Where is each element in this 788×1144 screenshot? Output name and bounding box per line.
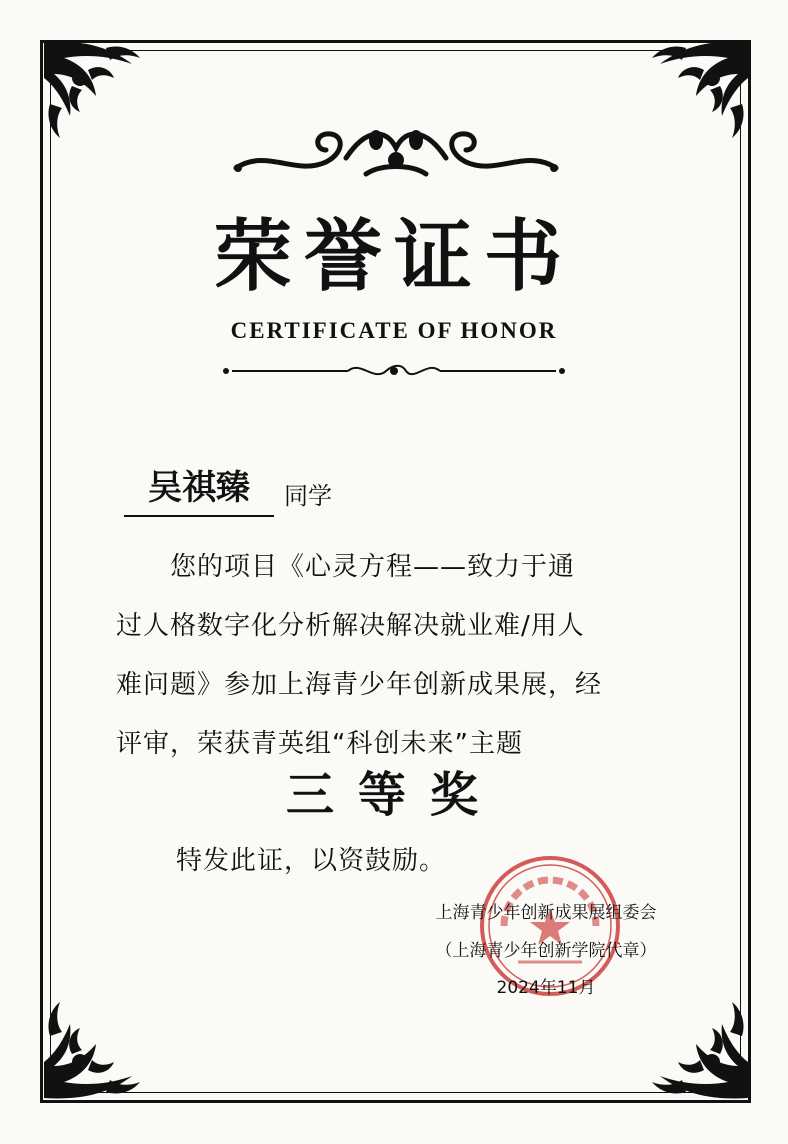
body-line: 难问题》参加上海青少年创新成果展，经 — [116, 670, 603, 700]
ornamental-corner-icon — [36, 988, 154, 1106]
issuer-subtitle: （上海青少年创新学院代章） — [435, 941, 657, 961]
body-line: 您的项目《心灵方程——致力于通 — [170, 552, 576, 582]
body-line: 评审，荣获青英组“科创未来”主题 — [116, 729, 523, 759]
award-title: 三等奖 — [285, 767, 502, 823]
recipient-name: 吴祺臻 — [124, 460, 274, 517]
ornamental-corner-icon — [638, 34, 756, 152]
flourish-divider-icon — [218, 356, 570, 386]
issue-date: 2024年11月 — [496, 978, 596, 998]
closing-text: 特发此证，以资鼓励。 — [176, 846, 447, 876]
scroll-ornament-icon — [226, 118, 566, 188]
issuer-organization: 上海青少年创新成果展组委会 — [435, 903, 657, 923]
recipient-suffix: 同学 — [284, 482, 332, 510]
ornamental-corner-icon — [36, 34, 154, 152]
certificate-title: 荣誉证书 — [213, 211, 574, 302]
certificate-subtitle: CERTIFICATE OF HONOR — [230, 318, 558, 343]
body-line: 过人格数字化分析解决解决就业难/用人 — [116, 611, 585, 641]
certificate-body — [116, 538, 682, 774]
ornamental-corner-icon — [638, 988, 756, 1106]
